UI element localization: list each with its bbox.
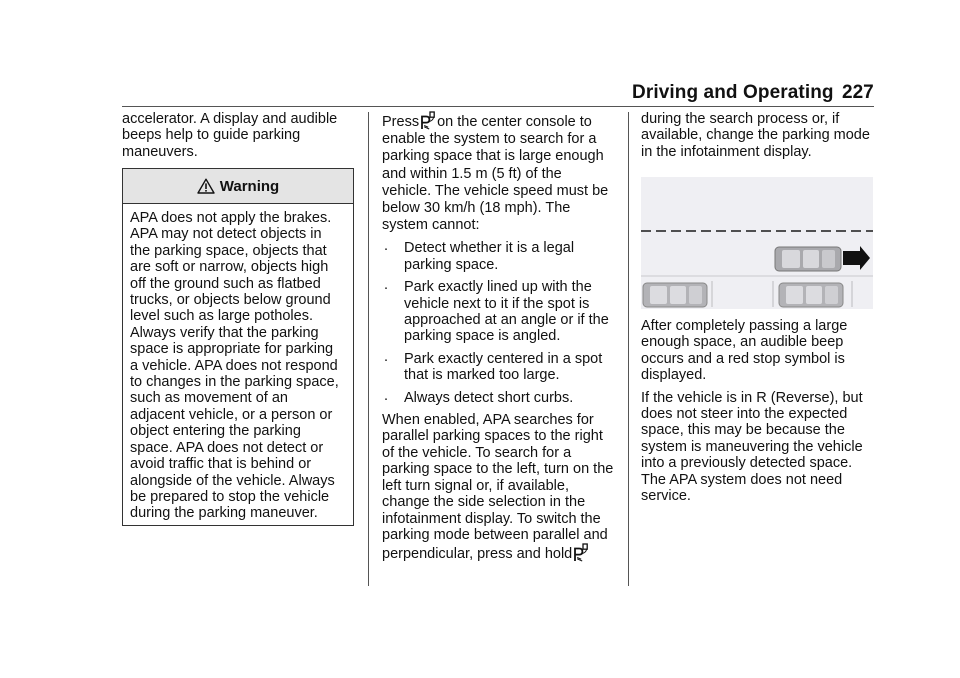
column-3 [641,111,873,166]
parking-diagram [641,177,873,309]
warning-heading: Warning [219,177,280,195]
list-item: . Detect whether it is a legal parking space. [382,240,614,273]
warning-text: APA does not apply the brakes. APA may not detect objects in the parking space, objects that are soft or narrow, objects high off the ground such as flatbed trucks, or objects below ground level such as large potholes. Always verify that the parking space is appropriate for parking a vehicle. APA does not respond to changes in the parking space, such as movement of an adjacent vehicle, or a person or object entering the parking space. APA does not detect or avoid traffic that is behind or alongside of the vehicle. Always be prepared to stop the vehicle during the parking maneuver. [130,210,339,522]
parking-space-illustration [641,177,873,309]
column-1 [122,111,358,166]
column-divider-2 [628,112,629,586]
page-header [0,82,960,106]
search-paragraph [382,412,614,563]
reverse-paragraph: If the vehicle is in R (Reverse), but does not steer into the expected space, this may be because the system is maneuvering the vehicle into a previously detected space. The APA system does not need service. [641,389,863,505]
list-item: . Park exactly centered in a spot that is marked too large. [382,351,614,384]
search-text: When enabled, APA searches for parallel parking spaces to the right of the vehicle. To search for a parking space to the left, turn on the left turn signal or, if available, change the side selection in the infotainment display. To switch the parking mode between parallel and perpendicular, press and hold [382,412,614,563]
list-item: . Always detect short curbs. [382,390,614,406]
press-suffix: on the center console to enable the system to search for a parking space that is large enough and within 1.5 m (5 ft) of the vehicle. The vehicle speed must be below 30 km/h (18 mph). The system cannot: [382,114,609,234]
parking-assist-icon [420,111,435,130]
section-title: Driving and Operating [632,82,834,103]
warning-box [122,168,354,526]
column-2 [382,111,614,569]
direction-arrow-icon [843,246,870,270]
column-divider-1 [368,112,369,586]
list-item: . Park exactly lined up with the vehicle next to it if the spot is approached at an angle or if the parking space is angled. [382,279,614,345]
column-3-lower [641,318,873,510]
beep-paragraph: After completely passing a large enough space, an audible beep occurs and a red stop symbol is displayed. [641,318,848,384]
continuation-paragraph: during the search process or, if available, change the parking mode in the infotainment display. [641,111,870,160]
parked-vehicle-left [643,283,707,307]
parked-vehicle-right [779,283,843,307]
page-number: 227 [842,82,874,103]
press-paragraph [382,111,614,234]
limitations-list [382,240,614,406]
warning-triangle-icon [197,178,215,194]
moving-vehicle [775,247,841,271]
parking-assist-icon [573,543,588,562]
header-rule [122,106,874,107]
intro-paragraph: accelerator. A display and audible beeps help to guide parking maneuvers. [122,111,338,160]
warning-header [123,169,353,204]
press-prefix: Press [382,114,420,130]
